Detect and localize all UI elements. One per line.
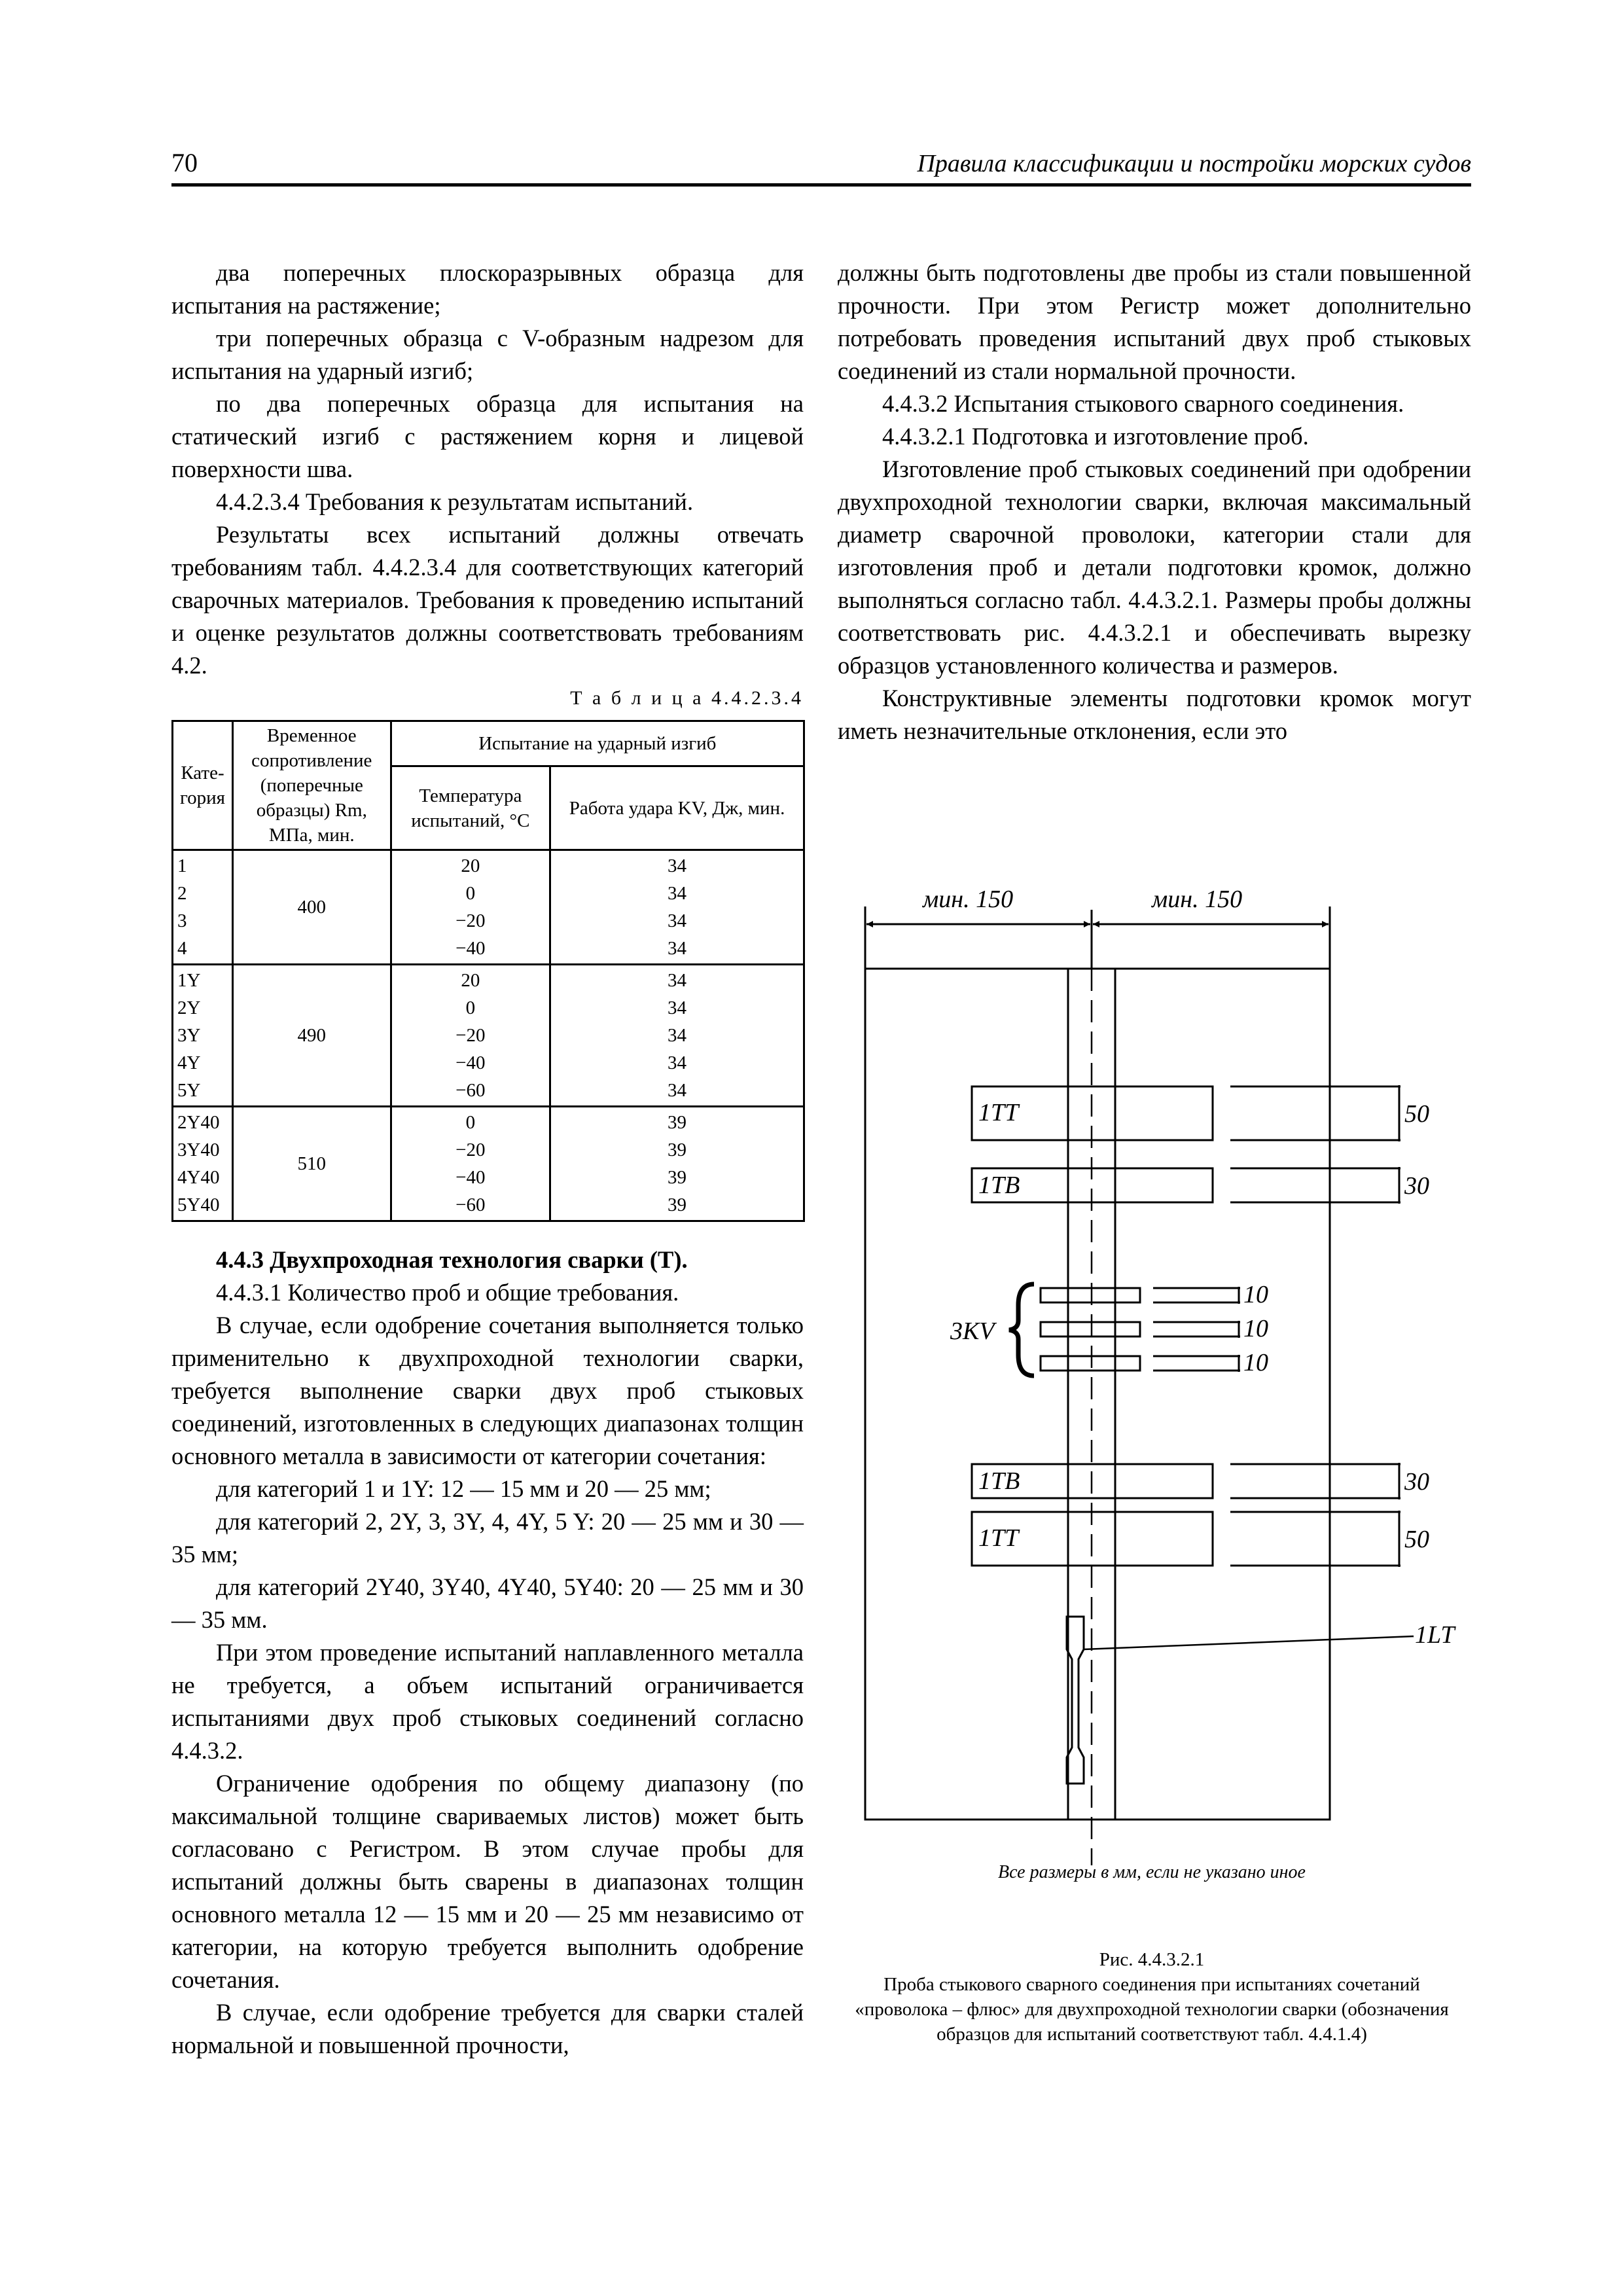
header-tensile: Временное сопротивление (поперечные образцы) Rm, МПа, мин. xyxy=(232,721,391,850)
dim-kv-2: 10 xyxy=(1243,1315,1268,1342)
rm-cell: 510 xyxy=(232,1107,391,1221)
label-3kv: 3KV xyxy=(950,1318,995,1345)
specimen-kv-1 xyxy=(1041,1288,1140,1302)
weld-test-diagram xyxy=(838,870,1471,1918)
paragraph: Конструктивные элементы подготовки кромок могут иметь незначительные отклонения, если это xyxy=(838,685,1471,744)
table-row xyxy=(173,850,804,965)
specimen-kv-3 xyxy=(1041,1356,1140,1371)
requirements-table xyxy=(171,720,805,1222)
table-row xyxy=(173,1107,804,1221)
left-column-top xyxy=(171,257,804,682)
figure-caption-text: Проба стыкового сварного соединения при испытаниях сочетаний «проволока – флюс» для двухпроходной технологии сварки (обозначения образцов для испытаний соответствуют табл. 4.4.1.4) xyxy=(855,1974,1449,2045)
section-heading: 4.4.3 Двухпроходная технология сварки (T). xyxy=(216,1246,688,1273)
energy-cell: 34 34 34 34 34 xyxy=(550,965,804,1107)
label-1tb-top: 1TB xyxy=(978,1172,1020,1199)
temperature-cell: 0 −20 −40 −60 xyxy=(391,1107,550,1221)
paragraph: три поперечных образца с V-образным надрезом для испытания на ударный изгиб; xyxy=(171,325,804,384)
rm-cell: 400 xyxy=(232,850,391,965)
dim-1tt-top: 50 xyxy=(1404,1100,1429,1128)
temperature-cell: 20 0 −20 −40 xyxy=(391,850,550,965)
label-1tt-bottom: 1TT xyxy=(978,1524,1019,1552)
figure-number: Рис. 4.4.3.2.1 xyxy=(1099,1949,1205,1970)
specimen-kv-2 xyxy=(1041,1322,1140,1336)
right-column xyxy=(838,257,1471,747)
dimension-label-right: мин. 150 xyxy=(1152,886,1243,913)
page-number: 70 xyxy=(171,148,198,177)
left-column-bottom xyxy=(171,1244,804,2062)
paragraph: Ограничение одобрения по общему диапазону (по максимальной толщине свариваемых листов) может быть согласовано с Регистром. В этом случае пробы для испытаний должны быть сварены в диапазонах толщин основного металла 12 — 15 мм и 20 — 25 мм независимо от категории, на которую требуется выполнить одобрение сочетания. xyxy=(171,1770,804,1993)
figure-caption xyxy=(844,1947,1459,2047)
rm-cell: 490 xyxy=(232,965,391,1107)
category-cell: 1Y 2Y 3Y 4Y 5Y xyxy=(173,965,233,1107)
category-cell: 2Y40 3Y40 4Y40 5Y40 xyxy=(173,1107,233,1221)
temperature-cell: 20 0 −20 −40 −60 xyxy=(391,965,550,1107)
dim-1tb-bottom: 30 xyxy=(1404,1468,1429,1496)
table-row xyxy=(173,965,804,1107)
paragraph: В случае, если одобрение требуется для сварки сталей нормальной и повышенной прочности, xyxy=(171,1999,804,2058)
paragraph: для категорий 2, 2Y, 3, 3Y, 4, 4Y, 5 Y: 20 — 25 мм и 30 — 35 мм; xyxy=(171,1508,804,1568)
subsection-heading: 4.4.3.2.1 Подготовка и изготовление проб. xyxy=(882,423,1309,450)
paragraph: два поперечных плоскоразрывных образца для испытания на растяжение; xyxy=(171,259,804,319)
header-temperature: Температура испытаний, °С xyxy=(391,766,550,850)
paragraph: Результаты всех испытаний должны отвечать требованиям табл. 4.4.2.3.4 для соответствующих категорий сварочных материалов. Требования к проведению испытаний и оценке результатов должны соответствовать требованиям 4.2. xyxy=(171,521,804,679)
dim-kv-3: 10 xyxy=(1243,1349,1268,1376)
paragraph: для категорий 1 и 1Y: 12 — 15 мм и 20 — 25 мм; xyxy=(216,1475,711,1502)
category-cell: 1 2 3 4 xyxy=(173,850,233,965)
section-heading: 4.4.2.3.4 Требования к результатам испытаний. xyxy=(216,488,694,515)
header-energy: Работа удара KV, Дж, мин. xyxy=(550,766,804,850)
header-impact: Испытание на ударный изгиб xyxy=(391,721,804,766)
energy-cell: 34 34 34 34 xyxy=(550,850,804,965)
section-heading: 4.4.3.2 Испытания стыкового сварного соединения. xyxy=(882,390,1404,417)
subsection-heading: 4.4.3.1 Количество проб и общие требования. xyxy=(216,1279,679,1306)
running-title: Правила классификации и постройки морских судов xyxy=(917,150,1471,177)
table-caption: Т а б л и ц а 4.4.2.3.4 xyxy=(570,687,804,709)
paragraph: должны быть подготовлены две пробы из стали повышенной прочности. При этом Регистр может дополнительно потребовать проведения испытаний двух проб стыковых соединений из стали нормальной прочности. xyxy=(838,259,1471,384)
dim-1tb-top: 30 xyxy=(1404,1172,1429,1200)
energy-cell: 39 39 39 39 xyxy=(550,1107,804,1221)
dim-kv-1: 10 xyxy=(1243,1281,1268,1308)
kv-brace xyxy=(1009,1284,1034,1376)
paragraph: для категорий 2Y40, 3Y40, 4Y40, 5Y40: 20 — 25 мм и 30 — 35 мм. xyxy=(171,1573,804,1633)
paragraph: При этом проведение испытаний наплавленного металла не требуется, а объем испытаний ограничивается испытаниями двух проб стыковых соединений согласно 4.4.3.2. xyxy=(171,1639,804,1764)
label-1tb-bottom: 1TB xyxy=(978,1467,1020,1495)
dimension-label-left: мин. 150 xyxy=(923,886,1014,913)
label-1lt: 1LT xyxy=(1415,1621,1455,1649)
specimen-1lt xyxy=(1067,1617,1084,1784)
paragraph: по два поперечных образца для испытания на статический изгиб с растяжением корня и лицевой поверхности шва. xyxy=(171,390,804,482)
page-header xyxy=(171,143,1471,187)
header-category: Кате-гория xyxy=(173,721,233,850)
leader-1lt xyxy=(1084,1636,1414,1649)
figure-note: Все размеры в мм, если не указано иное xyxy=(998,1862,1306,1882)
label-1tt-top: 1TT xyxy=(978,1099,1019,1126)
test-plate xyxy=(865,969,1330,1820)
paragraph: В случае, если одобрение сочетания выполняется только применительно к двухпроходной технологии сварки, требуется выполнение сварки двух проб стыковых соединений, изготовленных в следующих диапазонах толщин основного металла в зависимости от категории сочетания: xyxy=(171,1312,804,1469)
paragraph: Изготовление проб стыковых соединений при одобрении двухпроходной технологии сварки, включая максимальный диаметр сварочной проволоки, категории стали для изготовления проб и детали подготовки кромок, должно выполняться согласно табл. 4.4.3.2.1. Размеры пробы должны соответствовать рис. 4.4.3.2.1 и обеспечивать вырезку образцов установленного количества и размеров. xyxy=(838,456,1471,679)
dim-1tt-bottom: 50 xyxy=(1404,1526,1429,1553)
